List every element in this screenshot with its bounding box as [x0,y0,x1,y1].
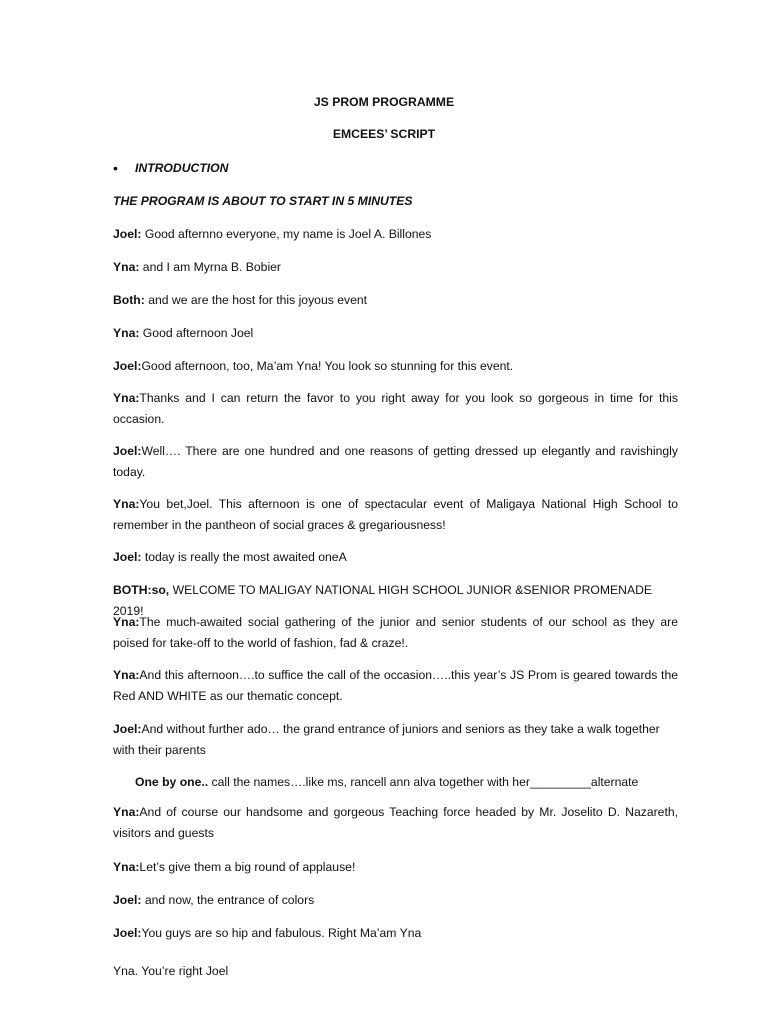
script-line [113,441,678,483]
line-text: call the names….like ms, rancell ann alva together with her_________alternate [208,775,639,789]
section-heading: INTRODUCTION [135,161,229,175]
line-text: today is really the most awaited oneA [141,550,347,564]
line-text: and now, the entrance of colors [141,893,315,907]
line-text: Good afternoon, too, Ma’am Yna! You look so stunning for this event. [141,359,514,373]
line-text: You bet,Joel. This afternoon is one of spectacular event of Maligaya National High School to remember in the pantheon of social graces & gregariousness! [113,497,678,532]
speaker-label: Joel: [113,227,142,241]
script-line [113,547,678,568]
speaker-label: Yna: [113,260,140,274]
line-text: And without further ado… the grand entrance of juniors and seniors as they take a walk together with their parents [113,722,660,757]
document-title: JS PROM PROGRAMME [313,95,455,109]
speaker-label: Joel: [113,893,142,907]
line-text: Let’s give them a big round of applause! [139,860,356,874]
speaker-label: One by one.. [135,775,209,789]
start-notice: THE PROGRAM IS ABOUT TO START IN 5 MINUTES [113,194,413,208]
line-text: And of course our handsome and gorgeous Teaching force headed by Mr. Joselito D. Nazareth, visitors and guests [113,805,678,840]
line-text: You guys are so hip and fabulous. Right Ma’am Yna [141,926,422,940]
speaker-label: Joel: [113,444,142,458]
script-line [113,257,678,278]
script-line [113,323,678,344]
script-line [113,290,678,311]
speaker-label: Yna: [113,668,140,682]
speaker-label: Both: [113,293,145,307]
script-line [113,719,678,761]
line-text: Thanks and I can return the favor to you right away for you look so gorgeous in time for this occasion. [113,391,678,426]
script-line [113,802,678,844]
speaker-label: Yna: [113,615,140,629]
speaker-label: Yna: [113,860,140,874]
line-text: Good afternoon Joel [139,326,254,340]
script-line [113,612,678,654]
line-text: Yna. You’re right Joel [113,964,229,978]
speaker-label: Yna: [113,326,140,340]
speaker-label: Yna: [113,805,140,819]
script-line [113,923,678,944]
speaker-label: Joel: [113,550,142,564]
script-line [113,857,678,878]
line-text: and we are the host for this joyous event [144,293,368,307]
script-line [113,494,678,536]
line-text: and I am Myrna B. Bobier [139,260,281,274]
script-line [113,961,678,982]
speaker-label: Joel: [113,926,142,940]
line-text: The much-awaited social gathering of the junior and senior students of our school as they are poised for take-off to the world of fashion, fad & craze!. [113,615,678,650]
script-line [113,224,678,245]
speaker-label: Joel: [113,722,142,736]
line-text: Well…. There are one hundred and one reasons of getting dressed up elegantly and ravishingly today. [113,444,678,479]
line-text: WELCOME TO MALIGAY NATIONAL HIGH SCHOOL JUNIOR &SENIOR PROMENADE 2019! [113,583,653,618]
line-text: And this afternoon….to suffice the call of the occasion…..this year’s JS Prom is geared towards the Red AND WHITE as our thematic concept. [113,668,678,703]
document-subtitle: EMCEES’ SCRIPT [332,127,436,141]
script-line [113,356,678,377]
speaker-label: Yna: [113,391,140,405]
script-line [113,665,678,707]
script-line [135,772,695,793]
speaker-label: Yna: [113,497,140,511]
script-line [113,388,678,430]
line-text: Good afternno everyone, my name is Joel A. Billones [141,227,432,241]
speaker-label: BOTH:so, [113,583,170,597]
bullet-icon: • [113,160,118,176]
speaker-label: Joel: [113,359,142,373]
script-line [113,890,678,911]
